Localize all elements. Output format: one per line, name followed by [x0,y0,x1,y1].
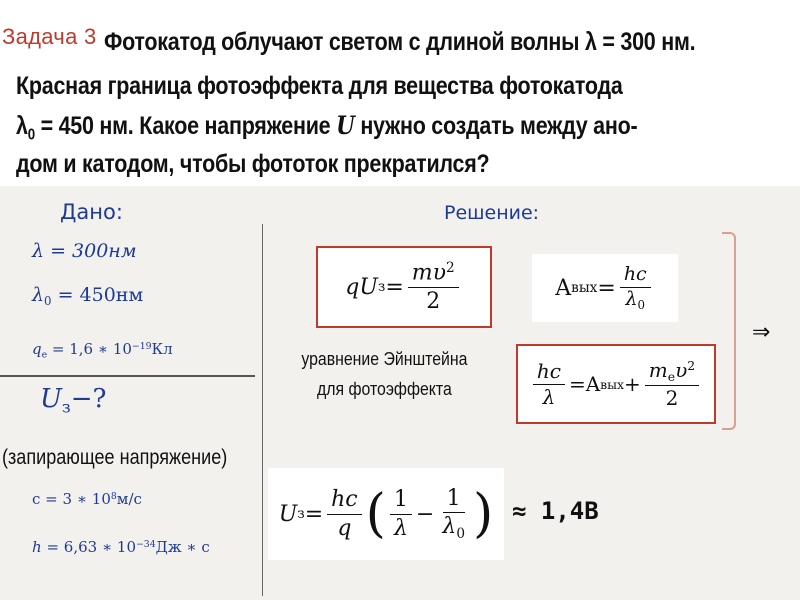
f3-numerator-2 [645,359,699,386]
f1-num-text: mυ [411,260,447,286]
einstein-note-line-1: уравнение Эйнштейна [301,349,468,369]
f3-numerator: hc [533,361,565,385]
f4-numerator: hc [327,488,362,514]
final-answer: ≈ 1,4В [512,497,599,525]
f1-fraction [408,261,459,313]
unknown-subscript: з [61,397,71,417]
lambda0-subscript: 0 [27,126,35,144]
f4-den-b-symbol: λ [442,514,457,539]
f3-num2-m: m [648,357,668,382]
column-divider [262,224,263,596]
f3-denominator-2: 2 [665,386,679,411]
f2-left-subscript: вых [571,280,598,296]
f1-equals: = [385,274,404,300]
f1-left: qU [345,274,378,300]
formula-stopping-voltage [268,468,504,560]
given-c-unit: м/с [116,490,142,508]
given-h-exponent: −34 [136,538,156,550]
f4-den-a: λ [393,515,408,541]
problem-line-3-part-a: = 450 нм. Какое напряжение [34,112,337,140]
f2-den-subscript: 0 [637,297,646,312]
f4-one-b: 1 [443,487,465,513]
f3-plus: + [624,372,641,396]
formula-energy-balance [316,246,492,328]
f4-den-b [438,513,469,541]
problem-line-4: дом и катодом, чтобы фототок прекратился? [16,150,490,178]
solution-title: Решение: [444,202,540,224]
f4-minus: − [415,501,435,527]
unknown-question: −? [70,384,107,414]
given-h-value: = 6,63 ∗ 10 [41,538,136,556]
f1-numerator [408,261,459,288]
bracket-symbol [722,232,736,430]
f4-close-paren: ) [472,484,494,544]
implies-arrow-icon: ⇒ [752,320,771,345]
f4-left-subscript: з [297,506,305,522]
f1-num-sup: 2 [446,260,455,277]
unknown-symbol: U [40,384,62,414]
f1-denominator: 2 [426,288,441,314]
einstein-note [292,344,477,404]
f3-num2-sup: 2 [687,357,696,373]
f3-fraction-left [533,358,565,409]
problem-label: Задача 3 [2,24,97,49]
given-speed-of-light [32,490,142,508]
f4-one-a: 1 [390,488,412,514]
given-charge-symbol: q [32,340,42,358]
f3-num2-v: υ [675,357,688,382]
given-c-value: c = 3 ∗ 10 [32,490,111,508]
given-h-unit: Дж ∗ с [155,538,210,556]
f4-fraction-b [438,487,469,541]
given-lambda0-value: = 450нм [51,284,144,306]
f2-left: A [555,275,572,301]
f3-equals: = [568,372,586,396]
problem-line-3 [16,111,685,144]
problem-line-2: Красная граница фотоэффекта для вещества фотокатода [16,72,623,100]
voltage-symbol: U [336,111,355,140]
f3-fraction-right [645,359,699,409]
f2-den-symbol: λ [625,287,638,310]
given-charge-exponent: −19 [131,340,152,352]
einstein-note-line-2: для фотоэффекта [316,379,452,399]
given-planck-constant [32,538,210,556]
given-charge-unit: Кл [151,340,173,358]
unknown-quantity [40,384,106,417]
given-h-symbol: h [32,538,42,556]
f2-numerator: hc [620,265,651,288]
f3-num2-sub: e [667,369,676,385]
f4-denominator: q [337,515,352,541]
given-divider [0,375,255,377]
f1-left-subscript: з [377,279,386,295]
formula-einstein [516,344,716,424]
f2-fraction [620,262,651,312]
f4-left: U [278,501,298,527]
f2-denominator [621,288,649,311]
f3-work: A [585,372,601,396]
given-c-exponent: 8 [110,490,117,502]
locking-voltage-note: (запирающее напряжение) [2,446,228,469]
given-charge-value: = 1,6 ∗ 10 [47,340,132,358]
given-lambda [32,240,137,262]
given-lambda0-symbol: λ [32,284,45,306]
problem-line-3-part-b: нужно создать между ано- [354,112,638,140]
given-charge [32,340,173,360]
lambda0-symbol: λ [16,112,28,140]
given-lambda0-subscript: 0 [44,294,52,309]
given-lambda-text: λ = 300нм [32,240,137,262]
f4-fraction-main [327,488,362,539]
f3-work-subscript: вых [600,376,624,392]
problem-statement [0,0,800,186]
f4-fraction-a [390,488,412,539]
given-title: Дано: [60,200,123,224]
problem-line-1: Фотокатод облучают светом с длиной волны λ = 300 нм. [104,28,696,56]
formula-work-function [532,254,678,322]
given-lambda0 [32,284,143,308]
f4-equals: = [304,501,324,527]
f3-denominator: λ [542,384,556,409]
given-charge-subscript: e [41,349,48,361]
f4-den-b-subscript: 0 [456,525,465,542]
f4-open-paren: ( [365,484,386,544]
f2-equals: = [597,275,616,301]
